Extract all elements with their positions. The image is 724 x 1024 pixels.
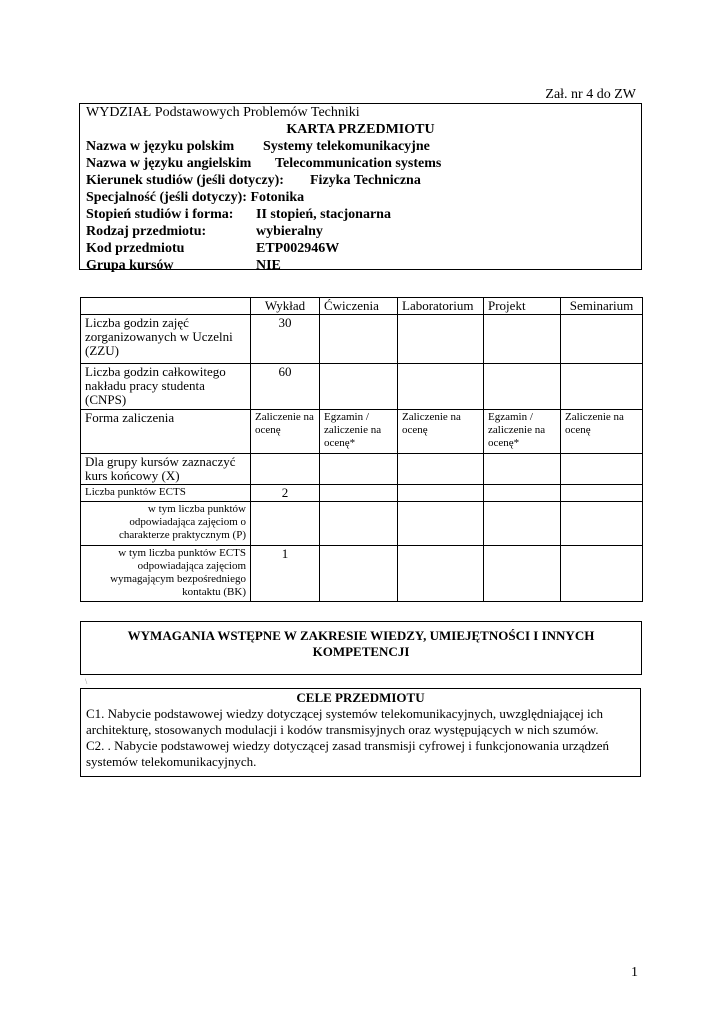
page-number: 1 [631, 965, 638, 980]
table-row [81, 410, 643, 454]
row-label: Liczba godzin całkowitego nakładu pracy studenta (CNPS) [81, 364, 251, 410]
table-cell [398, 502, 484, 546]
column-header: Seminarium [561, 298, 643, 315]
table-row [81, 315, 643, 364]
objectives-box [80, 688, 641, 777]
stray-mark: \ [85, 677, 88, 686]
field-of-study-value: Fizyka Techniczna [310, 173, 421, 188]
table-cell [484, 485, 561, 502]
english-name-row [86, 156, 441, 171]
row-label: Forma zaliczenia [81, 410, 251, 454]
row-label: w tym liczba punktów ECTS odpowiadająca zajęciom wymagającym bezpośredniego kontaktu (BK) [81, 546, 251, 602]
attachment-label: Zał. nr 4 do ZW [545, 87, 636, 102]
english-name-value: Telecommunication systems [275, 156, 442, 171]
table-cell [398, 364, 484, 410]
row-label: Dla grupy kursów zaznaczyć kurs końcowy (X) [81, 454, 251, 485]
table-row [81, 364, 643, 410]
table-cell [320, 546, 398, 602]
prerequisites-box [80, 621, 642, 675]
table-cell [484, 502, 561, 546]
column-header: Projekt [484, 298, 561, 315]
hours-table [80, 297, 643, 602]
table-row [81, 485, 643, 502]
polish-name-value: Systemy telekomunikacyjne [263, 139, 430, 154]
table-cell [251, 502, 320, 546]
course-group-label: Grupa kursów [86, 258, 174, 273]
course-type-value: wybieralny [256, 224, 323, 239]
table-cell [484, 454, 561, 485]
table-cell [398, 315, 484, 364]
table-cell [398, 454, 484, 485]
course-type-label: Rodzaj przedmiotu: [86, 224, 207, 239]
table-cell [320, 485, 398, 502]
table-cell: 2 [251, 485, 320, 502]
table-cell [561, 485, 643, 502]
table-cell [484, 364, 561, 410]
table-cell [561, 502, 643, 546]
faculty-name: WYDZIAŁ Podstawowych Problemów Techniki [86, 105, 360, 120]
row-label: Liczba godzin zajęć zorganizowanych w Uczelni (ZZU) [81, 315, 251, 364]
objective-c2: C2. . Nabycie podstawowej wiedzy dotyczącej zasad transmisji cyfrowej i funkcjonowania urządzeń systemów telekomunikacyjnych. [86, 738, 610, 769]
column-header: Wykład [251, 298, 320, 315]
table-cell [561, 546, 643, 602]
table-row [81, 454, 643, 485]
specialization: Specjalność (jeśli dotyczy): Fotonika [86, 190, 305, 205]
table-cell [320, 364, 398, 410]
column-header: Laboratorium [398, 298, 484, 315]
degree-label: Stopień studiów i forma: [86, 207, 234, 222]
table-cell: Egzamin / zaliczenie na ocenę* [484, 410, 561, 454]
table-header-row [81, 298, 643, 315]
objectives-title: CELE PRZEDMIOTU [296, 690, 425, 705]
table-cell [320, 315, 398, 364]
table-cell [398, 546, 484, 602]
course-group-row [86, 258, 281, 273]
english-name-label: Nazwa w języku angielskim [86, 156, 252, 171]
row-label: Liczba punktów ECTS [81, 485, 251, 502]
polish-name-label: Nazwa w języku polskim [86, 139, 235, 154]
table-cell [484, 546, 561, 602]
degree-row [86, 207, 391, 222]
table-cell: Zaliczenie na ocenę [561, 410, 643, 454]
degree-value: II stopień, stacjonarna [256, 207, 391, 222]
course-code-label: Kod przedmiotu [86, 241, 185, 256]
table-cell [484, 315, 561, 364]
table-row [81, 502, 643, 546]
card-title: KARTA PRZEDMIOTU [286, 122, 435, 137]
table-cell [320, 454, 398, 485]
table-cell [251, 454, 320, 485]
table-cell [561, 364, 643, 410]
column-header: Ćwiczenia [320, 298, 398, 315]
row-label: w tym liczba punktów odpowiadająca zajęciom o charakterze praktycznym (P) [81, 502, 251, 546]
course-code-value: ETP002946W [256, 241, 340, 256]
table-cell: 1 [251, 546, 320, 602]
table-cell [561, 454, 643, 485]
table-cell: 60 [251, 364, 320, 410]
course-group-value: NIE [256, 258, 281, 273]
prerequisites-title: WYMAGANIA WSTĘPNE W ZAKRESIE WIEDZY, UMIEJĘTNOŚCI I INNYCH KOMPETENCJI [127, 628, 595, 659]
table-cell: 30 [251, 315, 320, 364]
polish-name-row [86, 139, 430, 154]
table-cell: Zaliczenie na ocenę [251, 410, 320, 454]
course-header-box [79, 103, 642, 273]
field-of-study-row [86, 173, 421, 188]
objective-c1: C1. Nabycie podstawowej wiedzy dotyczącej systemów telekomunikacyjnych, uwzględniającej ich architekturę, stosowanych modulacji i kodów transmisyjnych oraz występujących w nich szumów. [86, 706, 603, 737]
table-header-corner [81, 298, 251, 315]
table-cell: Zaliczenie na ocenę [398, 410, 484, 454]
course-code-row [86, 241, 339, 256]
table-cell [398, 485, 484, 502]
table-cell [320, 502, 398, 546]
table-row [81, 546, 643, 602]
table-cell [561, 315, 643, 364]
course-type-row [86, 224, 323, 239]
field-of-study-label: Kierunek studiów (jeśli dotyczy): [86, 173, 284, 188]
table-cell: Egzamin / zaliczenie na ocenę* [320, 410, 398, 454]
